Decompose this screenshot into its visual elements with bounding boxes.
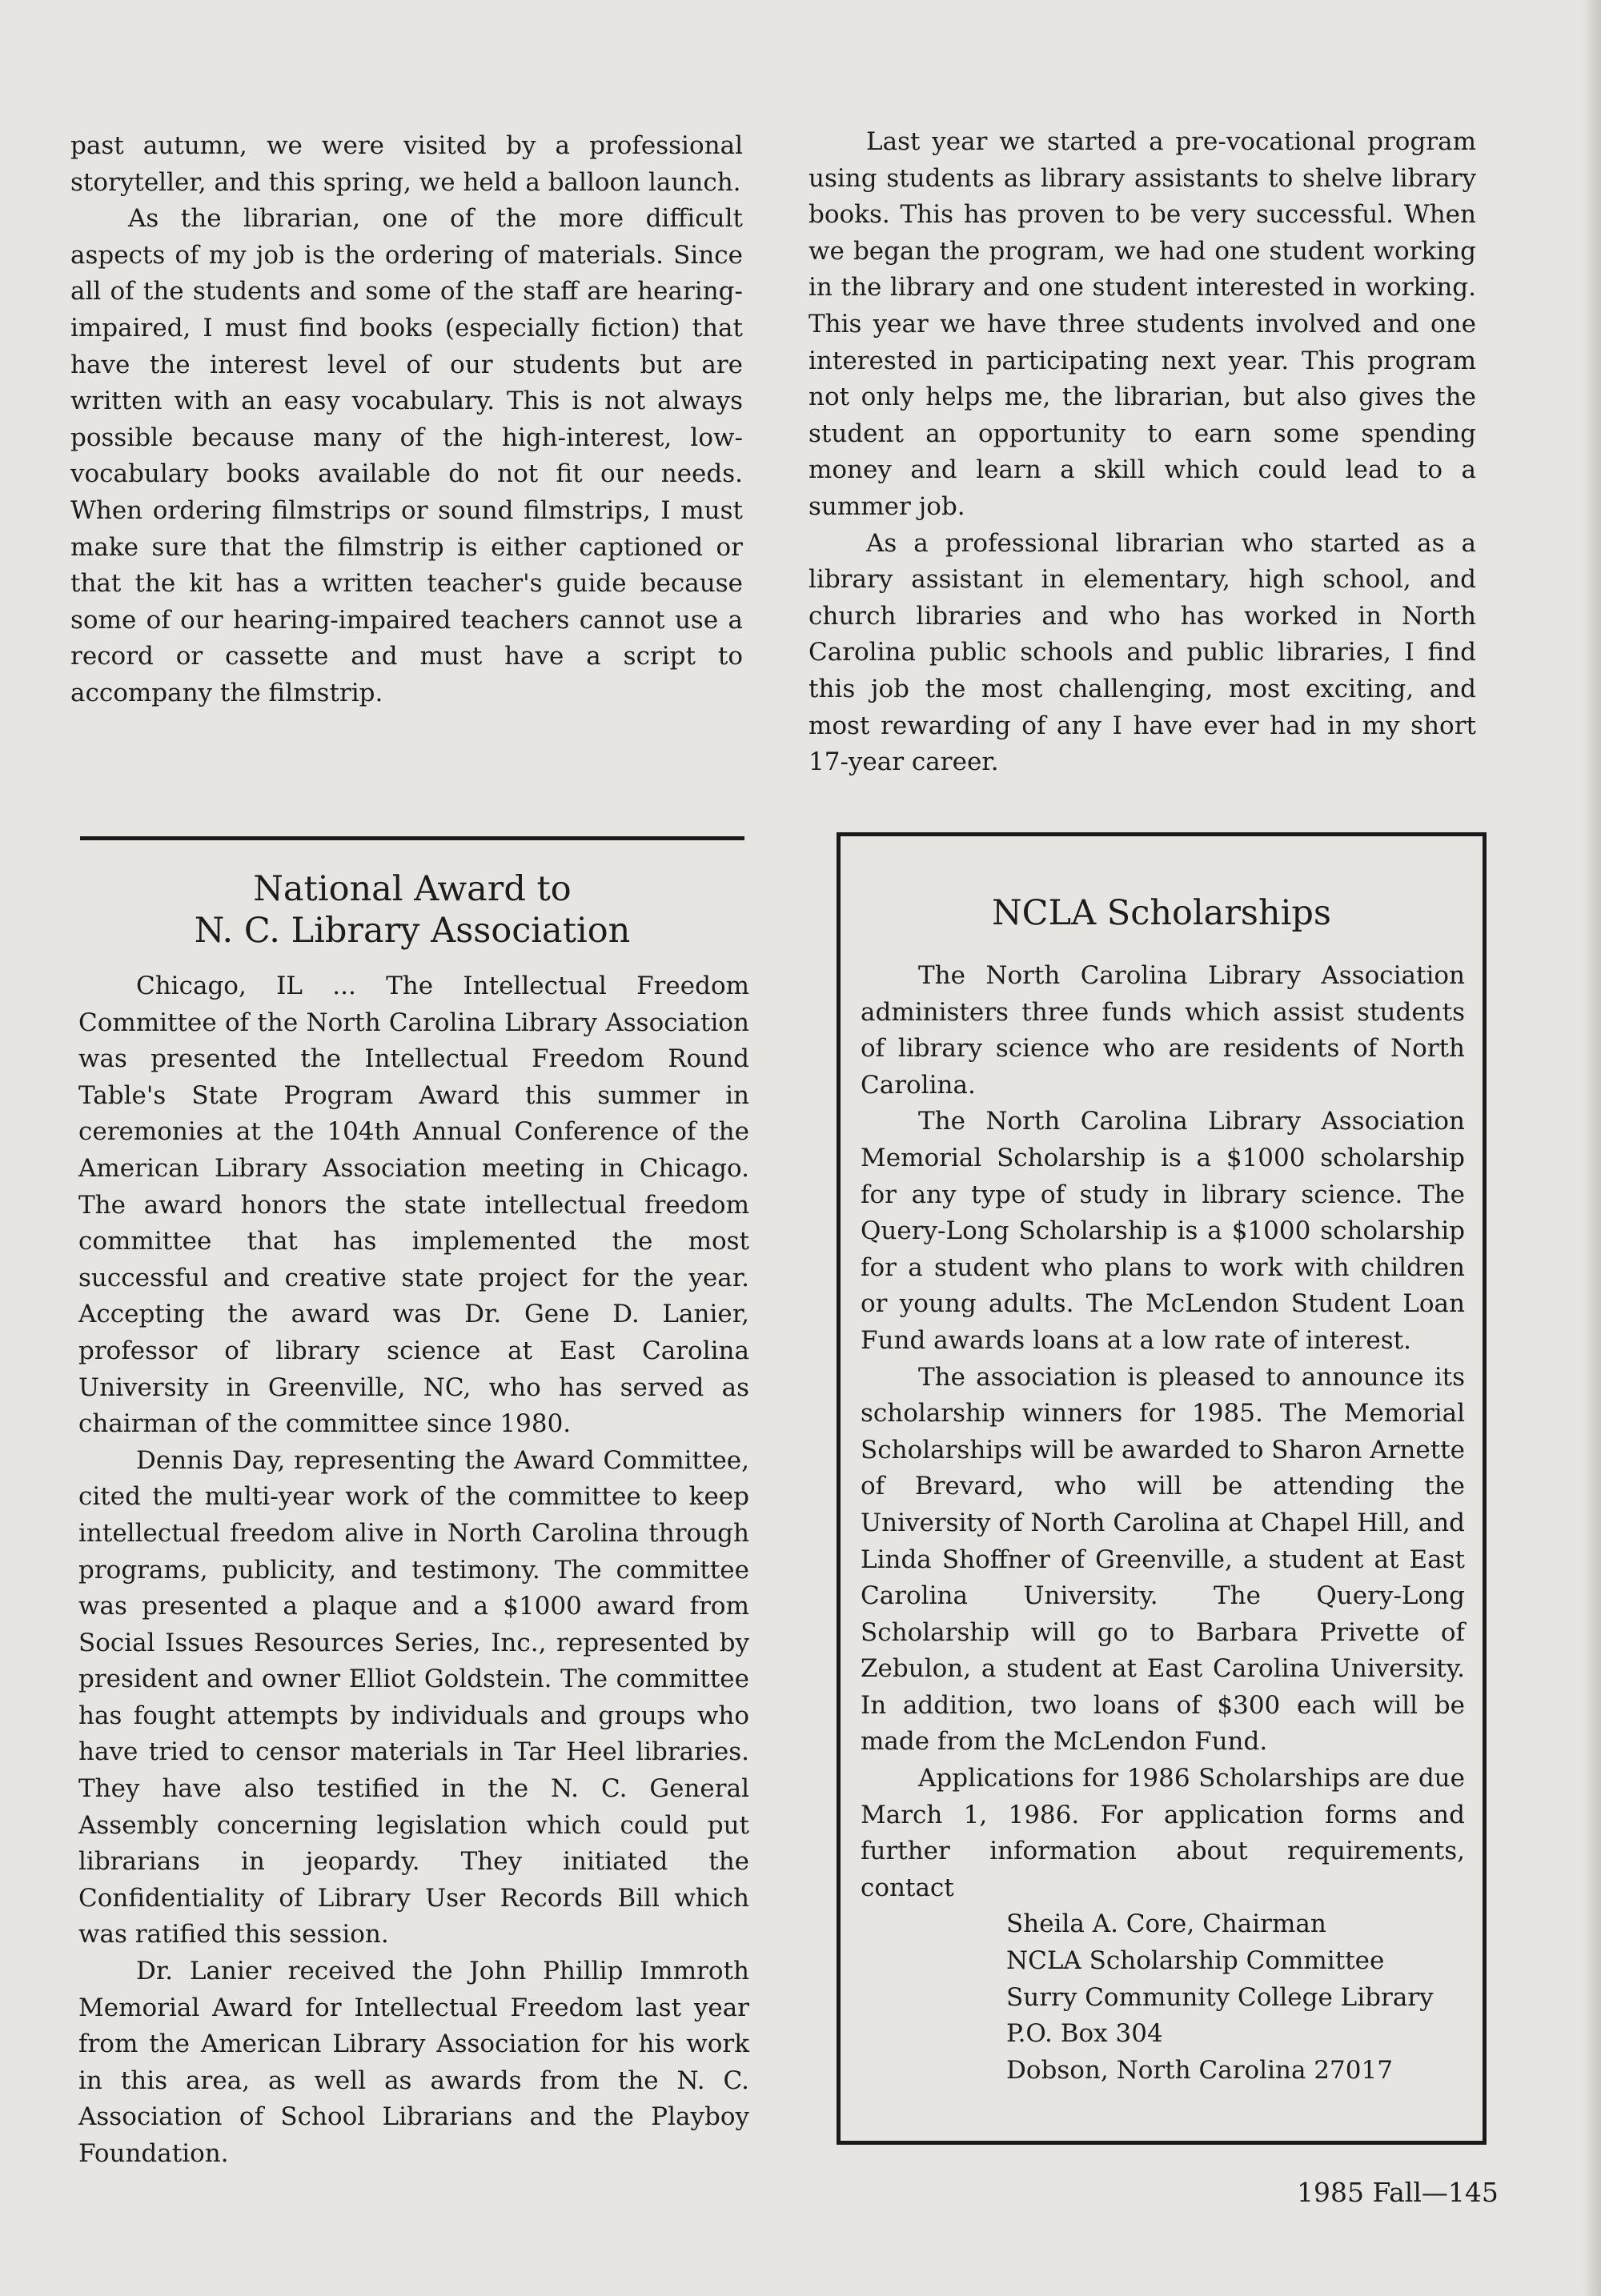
contact-name: Sheila A. Core, Chairman — [1006, 1909, 1326, 1939]
paragraph: Dr. Lanier received the John Phillip Immroth Memorial Award for Intellectual Freedom last year from the American Library Association for his work in this area, as well as awards from the N. C. Association of School Librarians and the Playboy Foundation. — [78, 1957, 749, 2168]
award-article-body — [78, 968, 749, 2173]
paragraph: The North Carolina Library Association administers three funds which assist students of library science who are residents of North Carolina. — [861, 961, 1465, 1100]
paragraph: Chicago, IL ... The Intellectual Freedom Committee of the North Carolina Library Association was presented the Intellectual Freedom Round Table's State Program Award this summer in ceremonies at the 104th Annual Conference of the American Library Association meeting in Chicago. The award honors the state intellectual freedom committee that has implemented the most successful and creative state project for the year. Accepting the award was Dr. Gene D. Lanier, professor of library science at East Carolina University in Greenville, NC, who has served as chairman of the committee since 1980. — [78, 972, 749, 1439]
award-article-headline — [80, 868, 744, 952]
headline-line-2: N. C. Library Association — [194, 911, 631, 951]
contact-po-box: P.O. Box 304 — [1006, 2019, 1163, 2049]
left-column-top — [70, 128, 743, 712]
contact-city: Dobson, North Carolina 27017 — [1006, 2055, 1393, 2085]
paragraph: Applications for 1986 Scholarships are due March 1, 1986. For application forms and further information about requirements, contact — [861, 1764, 1465, 1902]
scholarship-sidebar-box — [837, 832, 1487, 2145]
contact-address — [1006, 1906, 1465, 2089]
paragraph: Last year we started a pre-vocational program using students as library assistants to shelve library books. This has proven to be very successful. When we began the program, we had one student working in the library and one student interested in working. This year we have three students involved and one interested in participating next year. This program not only helps me, the librarian, but also gives the student an opportunity to earn some spending money and learn a skill which could lead to a summer job. — [809, 127, 1476, 521]
headline-line-1: National Award to — [253, 869, 572, 909]
section-divider-rule — [80, 836, 744, 840]
contact-library: Surry Community College Library — [1006, 1982, 1434, 2012]
contact-committee: NCLA Scholarship Committee — [1006, 1946, 1385, 1976]
page-binding-edge — [1583, 0, 1601, 2296]
scholarship-box-title: NCLA Scholarships — [992, 893, 1331, 933]
paragraph: Dennis Day, representing the Award Committee, cited the multi-year work of the committee to keep intellectual freedom alive in North Carolina through programs, publicity, and testimony. The committee was presented a plaque and a $1000 award from Social Issues Resources Series, Inc., represented by president and owner Elliot Goldstein. The committee has fought attempts by individuals and groups who have tried to censor materials in Tar Heel libraries. They have also testified in the N. C. General Assembly concerning legislation which could put librarians in jeopardy. They initiated the Confidentiality of Library User Records Bill which was ratified this session. — [78, 1445, 749, 1949]
right-column-top — [809, 124, 1476, 781]
paragraph: The association is pleased to announce its scholarship winners for 1985. The Memorial Scholarships will be awarded to Sharon Arnette of Brevard, who will be attending the University of North Carolina at Chapel Hill, and Linda Shoffner of Greenville, a student at East Carolina University. The Query-Long Scholarship will go to Barbara Privette of Zebulon, a student at East Carolina University. In addition, two loans of $300 each will be made from the McLendon Fund. — [861, 1362, 1465, 1757]
paragraph: past autumn, we were visited by a professional storyteller, and this spring, we held a balloon launch. — [70, 131, 743, 197]
page-folio: 1985 Fall—145 — [1297, 2177, 1499, 2208]
scholarship-box-body — [861, 958, 1465, 2089]
paragraph: As the librarian, one of the more difficult aspects of my job is the ordering of materials. Since all of the students and some of the staff are hearing-impaired, I must find books (especially fiction) that have the interest level of our students but are written with an easy vocabulary. This is not always possible because many of the high-interest, low-vocabulary books available do not fit our needs. When ordering filmstrips or sound filmstrips, I must make sure that the filmstrip is either captioned or that the kit has a written teacher's guide because some of our hearing-impaired teachers cannot use a record or cassette and must have a script to accompany the filmstrip. — [70, 204, 743, 707]
paragraph: The North Carolina Library Association Memorial Scholarship is a $1000 scholarship for any type of study in library science. The Query-Long Scholarship is a $1000 scholarship for a student who plans to work with children or young adults. The McLendon Student Loan Fund awards loans at a low rate of interest. — [861, 1107, 1465, 1355]
paragraph: As a professional librarian who started as a library assistant in elementary, high school, and church libraries and who has worked in North Carolina public schools and public libraries, I find this job the most challenging, most exciting, and most rewarding of any I have ever had in my short 17-year career. — [809, 528, 1476, 777]
